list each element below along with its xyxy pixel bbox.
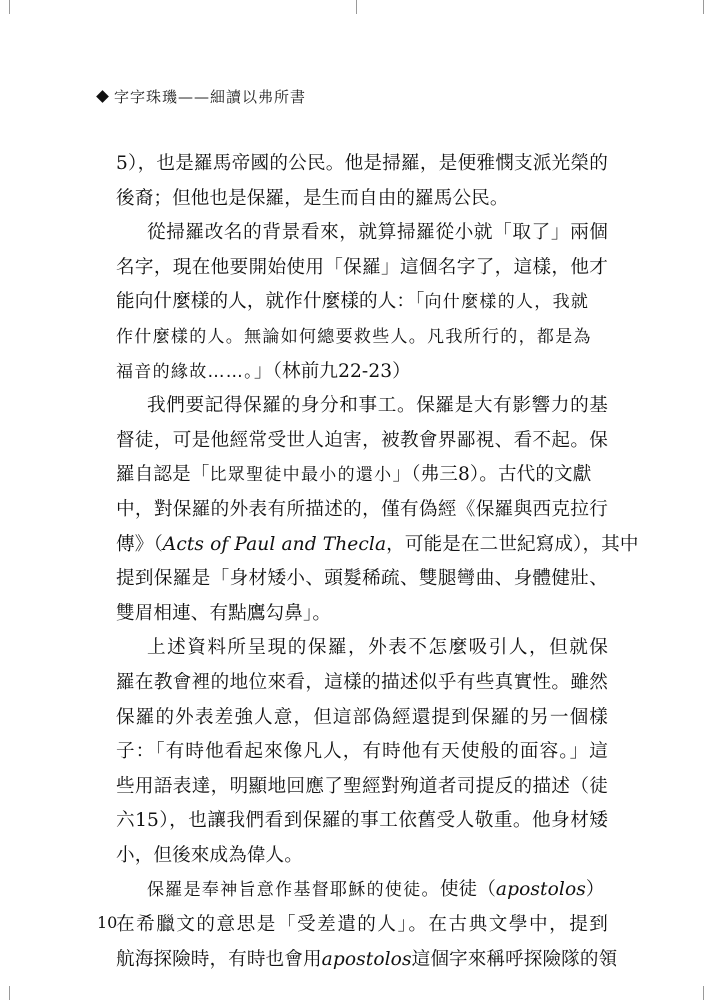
greek-word: apostolos <box>321 948 412 970</box>
text-line: 雙眉相連、有點鷹勾鼻」。 <box>116 602 332 624</box>
text-line: 小，但後來成為偉人。 <box>116 844 303 866</box>
text-line: 保羅的外表差強人意，但這部偽經還提到保羅的另一個樣 <box>116 706 608 728</box>
text-line: 能向什麼樣的人，就作什麼樣的人：「向什麼樣的人，我就 <box>116 291 590 313</box>
crop-mark <box>703 0 704 14</box>
scripture-text: 保羅是奉神旨意作基督耶穌的使徒。 <box>147 880 440 901</box>
text-line: 督徒，可是他經常受世人迫害，被教會界鄙視、看不起。保 <box>116 429 608 451</box>
text-line: 後裔；但他也是保羅，是生而自由的羅馬公民。 <box>116 187 509 209</box>
book-title: Acts of Paul and Thecla <box>162 533 387 555</box>
crop-mark <box>9 0 10 14</box>
crop-mark <box>703 986 704 1000</box>
paragraph-start: 上述資料所呈現的保羅，外表不怎麼吸引人，但就保 <box>147 637 608 659</box>
text-line: 中，對保羅的外表有所描述的，僅有偽經《保羅與西克拉行 <box>116 498 608 520</box>
text-line: 羅自認是「比眾聖徒中最小的還小」（弗三8）。古代的文獻 <box>116 464 592 486</box>
text-line: 提到保羅是「身材矮小、頭髮稀疏、雙腿彎曲、身體健壯、 <box>116 568 608 590</box>
text-line: 羅在教會裡的地位來看，這樣的描述似乎有些真實性。雖然 <box>116 671 608 693</box>
text-line: 航海探險時，有時也會用apostolos這個字來稱呼探險隊的領 <box>116 948 618 970</box>
paragraph-start: 我們要記得保羅的身分和事工。保羅是大有影響力的基 <box>147 395 608 417</box>
text-line: 傳》（Acts of Paul and Thecla，可能是在二世紀寫成），其中 <box>116 533 639 555</box>
paragraph-start: 保羅是奉神旨意作基督耶穌的使徒。使徒（apostolos） <box>147 879 605 901</box>
body-text <box>116 147 639 977</box>
quote-text: 比眾聖徒中最小的還小 <box>209 465 393 486</box>
header-title: 字字珠璣——細讀以弗所書 <box>114 88 307 106</box>
paragraph-start: 從掃羅改名的背景看來，就算掃羅從小就「取了」兩個 <box>147 222 608 244</box>
diamond-icon <box>96 90 109 103</box>
text-line: 六15），也讓我們看到保羅的事工依舊受人敬重。他身材矮 <box>116 810 608 832</box>
text-line: 子：「有時他看起來像凡人，有時他有天使般的面容。」這 <box>116 741 608 763</box>
text-line: 些用語表達，明顯地回應了聖經對殉道者司提反的描述（徒 <box>116 775 608 797</box>
text-line: 名字，現在他要開始使用「保羅」這個名字了，這樣，他才 <box>116 256 608 278</box>
text-line: 福音的緣故……。」（林前九22-23） <box>116 360 411 382</box>
quote-text: 向什麼樣的人，我就 <box>424 292 590 313</box>
page-number: 10 <box>97 913 118 932</box>
text-line: 在希臘文的意思是「受差遣的人」。在古典文學中，提到 <box>116 914 608 936</box>
crop-mark <box>356 0 357 14</box>
text-line: 5），也是羅馬帝國的公民。他是掃羅，是便雅憫支派光榮的 <box>116 153 608 174</box>
greek-word: apostolos <box>495 879 586 901</box>
crop-mark <box>9 986 10 1000</box>
quote-text: 福音的緣故……。 <box>116 361 254 382</box>
quote-line: 作什麼樣的人。無論如何總要救些人。凡我所行的，都是為 <box>116 326 592 347</box>
running-header <box>97 86 306 107</box>
